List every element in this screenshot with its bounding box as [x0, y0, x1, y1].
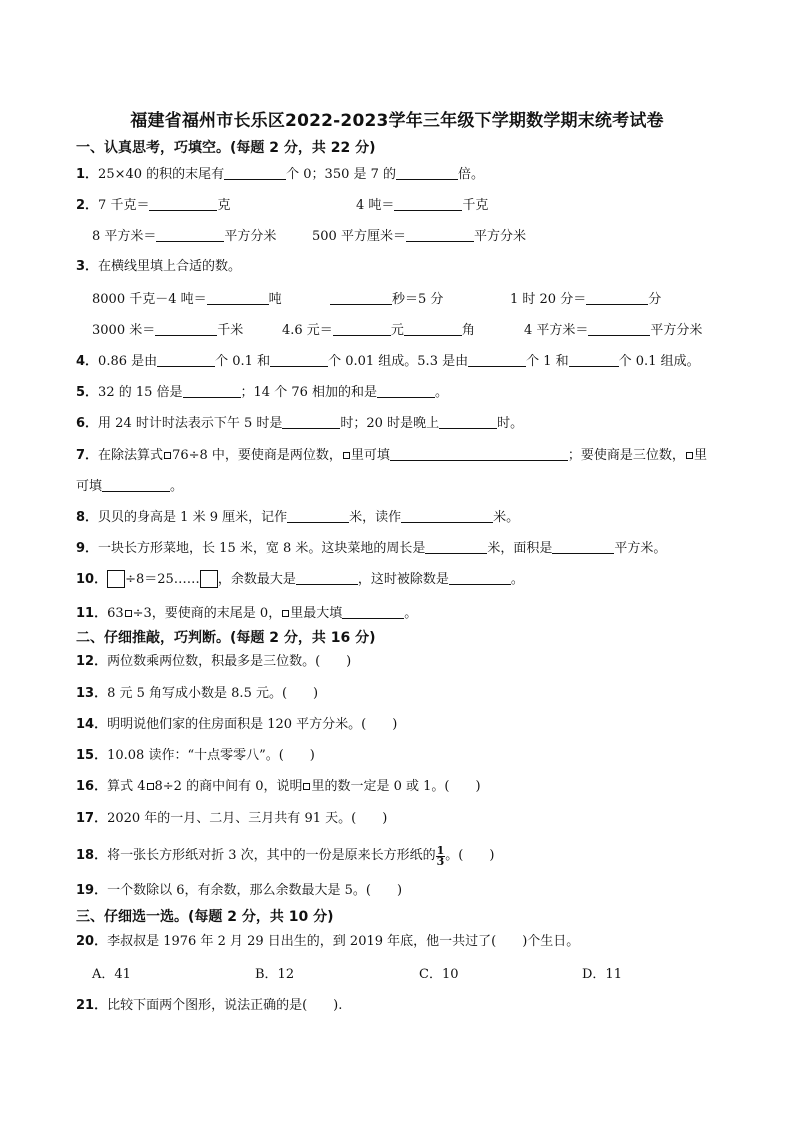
answer-blank[interactable]	[377, 383, 435, 398]
question-12: 12．两位数乘两位数，积最多是三位数。( )	[76, 654, 352, 669]
question-20: 20．李叔叔是 1976 年 2 月 29 日出生的，到 2019 年底，他一共过了( )个生日。	[76, 934, 580, 949]
question-19: 19．一个数除以 6，有余数，那么余数最大是 5。( )	[76, 883, 403, 898]
question-number: 2．	[76, 198, 99, 213]
square-placeholder-icon	[125, 610, 132, 617]
question-2-row-2: 8 平方米＝ 平方分米	[92, 229, 277, 244]
answer-blank[interactable]	[569, 352, 619, 367]
section-1-heading: 一、认真思考，巧填空。(每题 2 分，共 22 分)	[76, 140, 376, 156]
question-number: 16．	[76, 779, 108, 794]
question-4: 4．0.86 是由 个 0.1 和 个 0.01 组成。5.3 是由 个 1 和 个 0.1 组成。	[76, 354, 700, 369]
question-3: 3．在横线里填上合适的数。	[76, 259, 242, 274]
question-5: 5．32 的 15 倍是 ；14 个 76 相加的和是 。	[76, 385, 449, 400]
answer-blank[interactable]	[586, 290, 648, 305]
question-13: 13．8 元 5 角写成小数是 8.5 元。( )	[76, 686, 319, 701]
answer-blank[interactable]	[270, 352, 328, 367]
question-number: 6．	[76, 416, 99, 431]
question-2-part: 4 吨＝ 千克	[356, 198, 489, 213]
question-11: 11．63 ÷3，要使商的末尾是 0， 里最大填 。	[76, 606, 418, 621]
question-number: 9．	[76, 541, 99, 556]
answer-blank[interactable]	[468, 352, 526, 367]
square-placeholder-icon	[303, 783, 310, 790]
question-number: 11．	[76, 606, 108, 621]
answer-blank[interactable]	[449, 570, 511, 585]
question-2-part: 500 平方厘米＝ 平方分米	[312, 229, 526, 244]
answer-blank[interactable]	[102, 477, 170, 492]
answer-blank[interactable]	[333, 321, 391, 336]
answer-blank[interactable]	[425, 539, 487, 554]
question-number: 18．	[76, 848, 108, 863]
question-1: 1．25×40 的积的末尾有 个 0；350 是 7 的 倍。	[76, 167, 485, 182]
answer-blank[interactable]	[330, 290, 392, 305]
question-15: 15．10.08 读作：“十点零零八”。( )	[76, 748, 315, 763]
square-placeholder-icon	[686, 452, 693, 459]
question-6: 6．用 24 时计时法表示下午 5 时是 时；20 时是晚上 时。	[76, 416, 524, 431]
question-3-row-1: 8000 千克－4 吨＝ 吨	[92, 292, 282, 307]
square-placeholder-icon	[147, 783, 154, 790]
square-placeholder-icon	[282, 610, 289, 617]
answer-blank[interactable]	[155, 321, 217, 336]
square-placeholder-icon	[164, 452, 171, 459]
answer-blank[interactable]	[401, 508, 493, 523]
question-number: 4．	[76, 354, 99, 369]
question-number: 10．	[76, 572, 108, 587]
question-number: 3．	[76, 259, 99, 274]
answer-box[interactable]	[107, 570, 125, 588]
question-number: 14．	[76, 717, 108, 732]
answer-blank[interactable]	[224, 165, 286, 180]
answer-blank[interactable]	[552, 539, 614, 554]
question-number: 19．	[76, 883, 108, 898]
question-number: 5．	[76, 385, 99, 400]
question-10: 10． ÷8＝25…… ，余数最大是 ，这时被除数是 。	[76, 572, 524, 587]
answer-blank[interactable]	[342, 604, 404, 619]
fraction-one-third: $\frac{1}{3}$	[436, 844, 445, 868]
page-title: 福建省福州市长乐区2022-2023学年三年级下学期数学期末统考试卷	[130, 111, 664, 131]
answer-blank[interactable]	[296, 570, 358, 585]
question-7-continued: 可填 。	[76, 479, 184, 494]
question-18: 18．将一张长方形纸对折 3 次，其中的一份是原来长方形纸的 $\frac{1}{3}$ 。( )	[76, 844, 495, 868]
question-8: 8．贝贝的身高是 1 米 9 厘米，记作 米，读作 米。	[76, 510, 520, 525]
question-17: 17．2020 年的一月、二月、三月共有 91 天。( )	[76, 811, 388, 826]
answer-blank[interactable]	[156, 227, 224, 242]
question-21: 21．比较下面两个图形，说法正确的是( ).	[76, 998, 343, 1013]
question-number: 13．	[76, 686, 108, 701]
answer-box[interactable]	[200, 570, 218, 588]
answer-blank[interactable]	[588, 321, 650, 336]
question-3-row-2: 3000 米＝ 千米	[92, 323, 244, 338]
option-b[interactable]: B．12	[255, 967, 295, 982]
question-number: 8．	[76, 510, 99, 525]
section-3-heading: 三、仔细选一选。(每题 2 分，共 10 分)	[76, 909, 334, 925]
section-2-heading: 二、仔细推敲，巧判断。(每题 2 分，共 16 分)	[76, 630, 376, 646]
answer-blank[interactable]	[404, 321, 462, 336]
answer-blank[interactable]	[149, 196, 217, 211]
option-a[interactable]: A．41	[92, 967, 131, 982]
answer-blank[interactable]	[157, 352, 215, 367]
question-number: 17．	[76, 811, 108, 826]
answer-blank[interactable]	[183, 383, 241, 398]
question-2: 2．7 千克＝ 克	[76, 198, 231, 213]
answer-blank[interactable]	[282, 414, 340, 429]
answer-blank[interactable]	[390, 446, 568, 461]
question-9: 9．一块长方形菜地，长 15 米，宽 8 米。这块菜地的周长是 米，面积是 平方米。	[76, 541, 667, 556]
question-7: 7．在除法算式 76÷8 中，要使商是两位数， 里可填 ；要使商是三位数， 里	[76, 448, 707, 463]
answer-blank[interactable]	[439, 414, 497, 429]
question-14: 14．明明说他们家的住房面积是 120 平方分米。( )	[76, 717, 398, 732]
question-3-part: 4.6 元＝ 元 角	[282, 323, 475, 338]
question-3-part: 1 时 20 分＝ 分	[510, 292, 662, 307]
answer-blank[interactable]	[207, 290, 269, 305]
answer-blank[interactable]	[394, 196, 462, 211]
question-3-part: 秒＝5 分	[330, 290, 443, 309]
question-3-part: 4 平方米＝ 平方分米	[524, 323, 703, 338]
question-number: 20．	[76, 934, 108, 949]
answer-blank[interactable]	[396, 165, 458, 180]
answer-blank[interactable]	[406, 227, 474, 242]
question-number: 1．	[76, 167, 99, 182]
question-16: 16．算式 4 8÷2 的商中间有 0，说明 里的数一定是 0 或 1。( )	[76, 779, 481, 794]
answer-blank[interactable]	[287, 508, 349, 523]
option-c[interactable]: C．10	[419, 967, 459, 982]
question-number: 21．	[76, 998, 108, 1013]
option-d[interactable]: D．11	[582, 967, 622, 982]
question-number: 7．	[76, 448, 99, 463]
square-placeholder-icon	[343, 452, 350, 459]
question-number: 15．	[76, 748, 108, 763]
question-number: 12．	[76, 654, 108, 669]
